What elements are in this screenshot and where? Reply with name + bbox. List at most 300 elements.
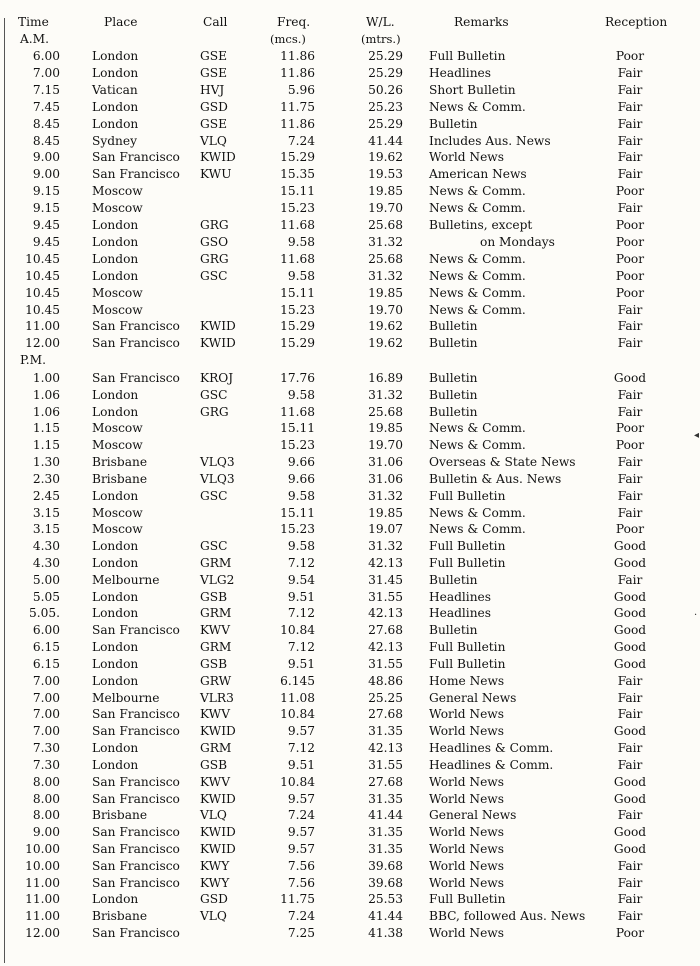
reception-cell: Fair [617, 858, 643, 873]
time-cell: 9.00 [32, 150, 60, 165]
wavelength-cell: 19.70 [368, 438, 403, 453]
place-cell: Moscow [92, 285, 143, 300]
table-row [0, 925, 700, 942]
place-cell: San Francisco [92, 774, 180, 789]
table-row [0, 706, 700, 723]
wavelength-cell: 19.53 [368, 167, 403, 182]
wavelength-cell: 19.62 [368, 150, 403, 165]
call-cell: VLG2 [200, 572, 235, 587]
remarks-cell: News & Comm. [429, 184, 526, 199]
time-cell: 1.06 [32, 387, 60, 402]
remarks-cell: World News [429, 707, 504, 722]
freq-cell: 9.58 [287, 539, 315, 554]
place-cell: London [92, 251, 139, 266]
place-cell: Vatican [92, 82, 138, 97]
place-cell: Moscow [92, 302, 143, 317]
time-cell: 10.45 [25, 302, 60, 317]
table-row [0, 116, 700, 133]
remarks-cell: Overseas & State News [429, 455, 576, 470]
freq-cell: 11.86 [280, 49, 315, 63]
time-cell: 9.45 [32, 234, 60, 249]
wavelength-cell: 25.68 [368, 251, 403, 266]
freq-cell: 9.51 [287, 757, 315, 772]
time-cell: 4.30 [32, 539, 60, 554]
remarks-cell: Full Bulletin [429, 556, 506, 571]
call-cell: GRM [200, 556, 232, 571]
call-cell: KWV [200, 623, 230, 638]
call-cell: KWID [200, 336, 236, 351]
time-cell: 5.05 [32, 589, 60, 604]
wavelength-cell: 19.07 [368, 522, 403, 537]
call-cell: GSE [200, 116, 227, 131]
reception-cell: Fair [617, 167, 643, 182]
reception-cell: Good [613, 656, 647, 671]
remarks-cell: World News [429, 825, 504, 840]
freq-cell: 7.12 [287, 606, 315, 621]
place-cell: Brisbane [92, 471, 148, 486]
wavelength-cell: 31.32 [368, 387, 403, 402]
reception-cell: Fair [617, 471, 643, 486]
header-freq-unit: (mcs.) [270, 32, 306, 46]
wavelength-cell: 19.62 [368, 319, 403, 334]
remarks-cell: News & Comm. [429, 201, 526, 216]
table-row [0, 841, 700, 858]
remarks-cell: News & Comm. [429, 438, 526, 453]
table-row [0, 149, 700, 166]
place-cell: San Francisco [92, 791, 180, 806]
call-cell: VLQ3 [200, 471, 235, 486]
table-row [0, 622, 700, 639]
wavelength-cell: 31.32 [368, 539, 403, 554]
reception-cell: Fair [617, 99, 643, 114]
time-cell: 11.00 [25, 892, 60, 907]
call-cell: GSD [200, 892, 228, 907]
freq-cell: 11.68 [280, 218, 315, 232]
place-cell: London [92, 404, 139, 419]
reception-cell: Poor [615, 218, 645, 232]
wavelength-cell: 27.68 [368, 623, 403, 638]
reception-cell: Fair [617, 201, 643, 216]
place-cell: San Francisco [92, 825, 180, 840]
table-row [0, 572, 700, 589]
time-cell: 7.30 [32, 741, 60, 756]
remarks-cell: Headlines & Comm. [429, 757, 554, 772]
freq-cell: 15.23 [280, 201, 315, 216]
place-cell: San Francisco [92, 858, 180, 873]
reception-cell: Fair [617, 116, 643, 131]
reception-cell: Fair [617, 892, 643, 907]
freq-cell: 11.86 [280, 65, 315, 80]
place-cell: San Francisco [92, 371, 180, 385]
remarks-cell: World News [429, 875, 504, 890]
freq-cell: 15.29 [280, 336, 315, 351]
freq-cell: 17.76 [280, 371, 315, 385]
section-am-label: A.M. [20, 32, 50, 46]
table-row [0, 824, 700, 841]
wavelength-cell: 41.44 [368, 909, 403, 924]
freq-cell: 10.84 [280, 623, 315, 638]
remarks-cell: Includes Aus. News [429, 133, 551, 148]
table-row [0, 48, 700, 65]
table-row [0, 807, 700, 824]
call-cell: GRM [200, 741, 232, 756]
remarks-cell: News & Comm. [429, 268, 526, 283]
freq-cell: 15.11 [280, 285, 315, 300]
remarks-cell: Full Bulletin [429, 488, 506, 503]
freq-cell: 9.58 [287, 387, 315, 402]
remarks-cell: Bulletin [429, 336, 478, 351]
section-pm-label: P.M. [20, 353, 46, 367]
remarks-cell: Headlines [429, 65, 492, 80]
place-cell: Brisbane [92, 455, 148, 470]
time-cell: 6.00 [32, 623, 60, 638]
place-cell: Brisbane [92, 808, 148, 823]
call-cell: GSC [200, 539, 228, 554]
time-cell: 2.30 [32, 471, 60, 486]
reception-cell: Fair [617, 808, 643, 823]
header-row [0, 14, 700, 31]
remarks-cell: News & Comm. [429, 505, 526, 520]
reception-cell: Poor [615, 268, 645, 283]
call-cell: VLQ [200, 909, 227, 924]
place-cell: London [92, 65, 139, 80]
remarks-cell: World News [429, 724, 504, 739]
remarks-cell: News & Comm. [429, 251, 526, 266]
call-cell: GRW [200, 673, 232, 688]
wavelength-cell: 25.25 [368, 690, 403, 705]
reception-cell: Fair [617, 150, 643, 165]
reception-cell: Good [613, 606, 647, 621]
remarks-cell: Bulletin [429, 319, 478, 334]
wavelength-cell: 31.55 [368, 656, 403, 671]
wavelength-cell: 31.45 [368, 572, 403, 587]
freq-cell: 9.58 [287, 234, 315, 249]
remarks-cell: Short Bulletin [429, 82, 516, 97]
reception-cell: Fair [617, 404, 643, 419]
call-cell: KWID [200, 791, 236, 806]
call-cell: GSB [200, 656, 228, 671]
place-cell: London [92, 234, 139, 249]
wavelength-cell: 31.32 [368, 234, 403, 249]
time-cell: 7.00 [32, 65, 60, 80]
wavelength-cell: 41.44 [368, 133, 403, 148]
wavelength-cell: 31.06 [368, 455, 403, 470]
wavelength-cell: 48.86 [368, 673, 403, 688]
reception-cell: Fair [617, 673, 643, 688]
reception-cell: Fair [617, 488, 643, 503]
reception-cell: Fair [617, 319, 643, 334]
remarks-cell: Full Bulletin [429, 640, 506, 655]
margin-mark: · [694, 610, 698, 621]
wavelength-cell: 31.55 [368, 757, 403, 772]
freq-cell: 15.29 [280, 319, 315, 334]
remarks-cell: Bulletin [429, 404, 478, 419]
remarks-cell: World News [429, 791, 504, 806]
reception-cell: Fair [617, 455, 643, 470]
reception-cell: Poor [615, 522, 645, 537]
freq-cell: 10.84 [280, 774, 315, 789]
table-row [0, 387, 700, 404]
time-cell: 5.00 [32, 572, 60, 587]
remarks-cell: General News [429, 808, 517, 823]
freq-cell: 15.35 [280, 167, 315, 182]
table-row [0, 673, 700, 690]
place-cell: San Francisco [92, 724, 180, 739]
wavelength-cell: 27.68 [368, 707, 403, 722]
freq-cell: 7.56 [287, 858, 315, 873]
remarks-cell: Full Bulletin [429, 49, 506, 63]
wavelength-cell: 31.35 [368, 724, 403, 739]
table-row [0, 488, 700, 505]
reception-cell: Poor [615, 251, 645, 266]
table-row [0, 217, 700, 234]
header-wl: W/L. [366, 15, 395, 29]
call-cell: GRG [200, 404, 229, 419]
time-cell: 1.30 [32, 455, 60, 470]
call-cell: KWV [200, 774, 230, 789]
place-cell: San Francisco [92, 707, 180, 722]
time-cell: 5.05. [28, 606, 60, 621]
time-cell: 6.15 [32, 640, 60, 655]
time-cell: 7.00 [32, 690, 60, 705]
remarks-cell: Bulletin [429, 116, 478, 131]
remarks-cell: News & Comm. [429, 99, 526, 114]
call-cell: GRG [200, 251, 229, 266]
table-row [0, 690, 700, 707]
remarks-cell: Bulletin [429, 387, 478, 402]
remarks-cell: News & Comm. [429, 302, 526, 317]
wavelength-cell: 25.68 [368, 404, 403, 419]
header-reception: Reception [605, 15, 668, 29]
wavelength-cell: 19.85 [368, 184, 403, 199]
place-cell: San Francisco [92, 167, 180, 182]
time-cell: 7.00 [32, 724, 60, 739]
table-row [0, 370, 700, 387]
reception-cell: Fair [617, 133, 643, 148]
wavelength-cell: 25.29 [368, 49, 403, 63]
table-row [0, 505, 700, 522]
remarks-cell: BBC, followed Aus. News [429, 909, 586, 924]
remarks-cell: General News [429, 690, 517, 705]
wavelength-cell: 19.70 [368, 302, 403, 317]
time-cell: 7.00 [32, 673, 60, 688]
freq-cell: 7.24 [287, 133, 315, 148]
wavelength-cell: 19.70 [368, 201, 403, 216]
place-cell: Moscow [92, 184, 143, 199]
place-cell: Brisbane [92, 909, 148, 924]
time-cell: 12.00 [25, 336, 60, 351]
table-row [0, 99, 700, 116]
time-cell: 11.00 [25, 875, 60, 890]
place-cell: San Francisco [92, 150, 180, 165]
place-cell: Sydney [92, 133, 137, 148]
freq-cell: 15.23 [280, 438, 315, 453]
wavelength-cell: 41.44 [368, 808, 403, 823]
reception-cell: Fair [617, 336, 643, 351]
reception-cell: Good [613, 623, 647, 638]
table-row [0, 740, 700, 757]
wavelength-cell: 39.68 [368, 858, 403, 873]
place-cell: Melbourne [92, 690, 160, 705]
remarks-cell: American News [429, 167, 527, 182]
freq-cell: 15.11 [280, 184, 315, 199]
reception-cell: Fair [617, 302, 643, 317]
table-row [0, 723, 700, 740]
wavelength-cell: 27.68 [368, 774, 403, 789]
place-cell: London [92, 99, 139, 114]
place-cell: Moscow [92, 522, 143, 537]
place-cell: London [92, 116, 139, 131]
reception-cell: Fair [617, 82, 643, 97]
place-cell: London [92, 640, 139, 655]
reception-cell: Poor [615, 234, 645, 249]
place-cell: San Francisco [92, 336, 180, 351]
time-cell: 11.00 [25, 909, 60, 924]
place-cell: Melbourne [92, 572, 160, 587]
wavelength-cell: 19.85 [368, 285, 403, 300]
remarks-cell: Bulletin [429, 572, 478, 587]
reception-cell: Good [613, 371, 647, 385]
reception-cell: Good [613, 774, 647, 789]
remarks-cell: Bulletin [429, 623, 478, 638]
reception-cell: Good [613, 724, 647, 739]
table-row [0, 133, 700, 150]
table-row [0, 183, 700, 200]
time-cell: 3.15 [32, 505, 60, 520]
time-cell: 12.00 [25, 926, 60, 941]
remarks-cell: World News [429, 841, 504, 856]
wavelength-cell: 31.35 [368, 825, 403, 840]
place-cell: Moscow [92, 421, 143, 436]
reception-cell: Fair [617, 909, 643, 924]
remarks-cell: Bulletins, except [429, 218, 533, 232]
remarks-cell: Bulletin [429, 371, 478, 385]
call-cell: KROJ [200, 371, 234, 385]
table-row [0, 757, 700, 774]
freq-cell: 15.29 [280, 150, 315, 165]
reception-cell: Poor [615, 184, 645, 199]
table-row [0, 538, 700, 555]
call-cell: GSE [200, 65, 227, 80]
table-row [0, 891, 700, 908]
table-row [0, 791, 700, 808]
call-cell: KWU [200, 167, 232, 182]
time-cell: 1.06 [32, 404, 60, 419]
freq-cell: 9.58 [287, 268, 315, 283]
header-time: Time [18, 15, 49, 29]
call-cell: KWID [200, 319, 236, 334]
reception-cell: Good [613, 539, 647, 554]
freq-cell: 9.57 [287, 841, 315, 856]
freq-cell: 7.12 [287, 640, 315, 655]
wavelength-cell: 41.38 [368, 926, 403, 941]
table-row [0, 65, 700, 82]
freq-cell: 9.58 [287, 488, 315, 503]
table-row [0, 437, 700, 454]
time-cell: 10.45 [25, 285, 60, 300]
table-row [0, 454, 700, 471]
freq-cell: 7.25 [287, 926, 315, 941]
freq-cell: 11.68 [280, 251, 315, 266]
freq-cell: 11.75 [280, 892, 315, 907]
call-cell: GSO [200, 234, 229, 249]
wavelength-cell: 25.29 [368, 116, 403, 131]
freq-cell: 9.51 [287, 656, 315, 671]
place-cell: London [92, 673, 139, 688]
call-cell: HVJ [200, 82, 225, 97]
reception-cell: Fair [617, 757, 643, 772]
reception-cell: Good [613, 556, 647, 571]
reception-cell: Fair [617, 572, 643, 587]
reception-cell: Fair [617, 690, 643, 705]
reception-cell: Fair [617, 387, 643, 402]
time-cell: 8.00 [32, 774, 60, 789]
time-cell: 8.00 [32, 808, 60, 823]
freq-cell: 9.57 [287, 791, 315, 806]
place-cell: Moscow [92, 438, 143, 453]
wavelength-cell: 42.13 [368, 556, 403, 571]
wavelength-cell: 19.85 [368, 421, 403, 436]
freq-cell: 7.56 [287, 875, 315, 890]
table-row [0, 166, 700, 183]
time-cell: 7.45 [32, 99, 60, 114]
reception-cell: Fair [617, 741, 643, 756]
header-wl-unit: (mtrs.) [361, 32, 401, 46]
freq-cell: 11.75 [280, 99, 315, 114]
place-cell: London [92, 539, 139, 554]
remarks-cell: World News [429, 150, 504, 165]
time-cell: 7.15 [32, 82, 60, 97]
time-cell: 1.00 [32, 371, 60, 385]
freq-cell: 11.68 [280, 404, 315, 419]
time-cell: 3.15 [32, 522, 60, 537]
wavelength-cell: 25.53 [368, 892, 403, 907]
place-cell: London [92, 741, 139, 756]
freq-cell: 7.12 [287, 741, 315, 756]
place-cell: San Francisco [92, 319, 180, 334]
table-row [0, 471, 700, 488]
freq-cell: 7.24 [287, 808, 315, 823]
table-row [0, 555, 700, 572]
time-cell: 10.45 [25, 251, 60, 266]
table-row [0, 605, 700, 622]
wavelength-cell: 25.23 [368, 99, 403, 114]
place-cell: London [92, 387, 139, 402]
wavelength-cell: 25.68 [368, 218, 403, 232]
freq-cell: 9.51 [287, 589, 315, 604]
wavelength-cell: 16.89 [368, 371, 403, 385]
table-row [0, 200, 700, 217]
time-cell: 10.00 [25, 858, 60, 873]
place-cell: London [92, 757, 139, 772]
call-cell: VLQ [200, 133, 227, 148]
place-cell: London [92, 488, 139, 503]
place-cell: London [92, 49, 139, 63]
table-row [0, 908, 700, 925]
call-cell: GRM [200, 640, 232, 655]
freq-cell: 6.145 [280, 673, 315, 688]
call-cell: GSC [200, 488, 228, 503]
remarks-cell: News & Comm. [429, 421, 526, 436]
wavelength-cell: 31.06 [368, 471, 403, 486]
reception-cell: Fair [617, 875, 643, 890]
call-cell: GSC [200, 387, 228, 402]
wavelength-cell: 50.26 [368, 82, 403, 97]
call-cell: GSE [200, 49, 227, 63]
wavelength-cell: 31.55 [368, 589, 403, 604]
remarks-cell: Home News [429, 673, 505, 688]
call-cell: GSD [200, 99, 228, 114]
